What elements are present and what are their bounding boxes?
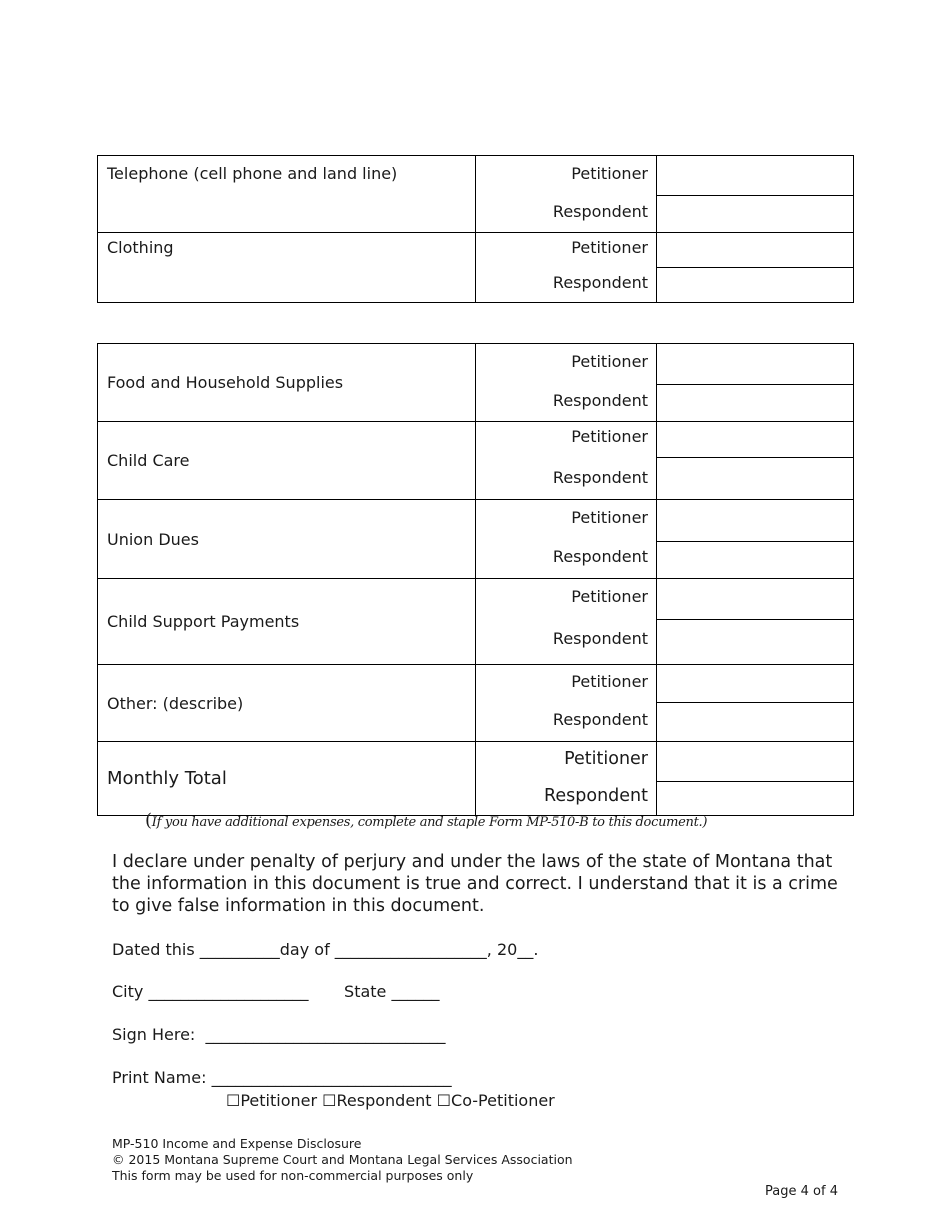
petitioner-amount-field[interactable] bbox=[657, 422, 853, 458]
petitioner-amount-field[interactable] bbox=[657, 344, 853, 385]
expense-label: Child Care bbox=[98, 422, 476, 500]
expense-label: Child Support Payments bbox=[98, 579, 476, 665]
checkbox-icon: ☐ bbox=[322, 1091, 337, 1110]
expense-label: Clothing bbox=[98, 233, 476, 303]
respondent-checkbox[interactable] bbox=[322, 1091, 431, 1110]
petitioner-label: Petitioner bbox=[571, 508, 648, 527]
expense-row-monthly-total bbox=[98, 742, 854, 816]
expense-label: Food and Household Supplies bbox=[98, 344, 476, 422]
petitioner-amount-field[interactable] bbox=[657, 500, 853, 542]
checkbox-icon: ☐ bbox=[436, 1091, 452, 1110]
petitioner-label: Petitioner bbox=[571, 672, 648, 691]
form-name: MP-510 Income and Expense Disclosure bbox=[112, 1136, 362, 1151]
expense-row-other bbox=[98, 665, 854, 742]
checkbox-label: Petitioner bbox=[240, 1091, 318, 1110]
expense-table-2 bbox=[97, 343, 854, 816]
city-state-line[interactable]: City ____________________ State ______ bbox=[112, 982, 440, 1001]
co-petitioner-checkbox[interactable] bbox=[437, 1091, 555, 1110]
print-name-line[interactable]: Print Name: ______________________________ bbox=[112, 1068, 452, 1087]
respondent-label: Respondent bbox=[552, 629, 648, 648]
respondent-label: Respondent bbox=[552, 391, 648, 410]
expense-label: Monthly Total bbox=[98, 742, 476, 816]
expense-row-child-support bbox=[98, 579, 854, 665]
copyright: © 2015 Montana Supreme Court and Montana Legal Services Association bbox=[112, 1152, 573, 1167]
respondent-amount-field[interactable] bbox=[657, 620, 853, 664]
petitioner-label: Petitioner bbox=[571, 238, 648, 257]
respondent-label: Respondent bbox=[552, 202, 648, 221]
respondent-amount-field[interactable] bbox=[657, 268, 853, 302]
usage-notice: This form may be used for non-commercial purposes only bbox=[112, 1168, 474, 1183]
expense-row-telephone bbox=[98, 156, 854, 233]
additional-expenses-note bbox=[145, 810, 707, 831]
respondent-amount-field[interactable] bbox=[657, 542, 853, 578]
petitioner-label: Petitioner bbox=[571, 427, 648, 446]
respondent-amount-field[interactable] bbox=[657, 703, 853, 741]
expense-label: Telephone (cell phone and land line) bbox=[98, 156, 476, 233]
sign-here-line[interactable]: Sign Here: ______________________________ bbox=[112, 1025, 446, 1044]
note-open-paren: ( bbox=[145, 810, 152, 831]
checkbox-label: Co-Petitioner bbox=[451, 1091, 555, 1110]
respondent-label: Respondent bbox=[552, 710, 648, 729]
expense-row-clothing bbox=[98, 233, 854, 303]
petitioner-amount-field[interactable] bbox=[657, 579, 853, 620]
expense-label: Union Dues bbox=[98, 500, 476, 579]
respondent-amount-field[interactable] bbox=[657, 196, 853, 232]
expense-row-food bbox=[98, 344, 854, 422]
petitioner-amount-field[interactable] bbox=[657, 233, 853, 268]
petitioner-amount-field[interactable] bbox=[657, 156, 853, 196]
expense-table-1 bbox=[97, 155, 854, 303]
page-number: Page 4 of 4 bbox=[765, 1184, 838, 1199]
petitioner-label: Petitioner bbox=[564, 749, 648, 769]
expense-row-child-care bbox=[98, 422, 854, 500]
dated-line[interactable]: Dated this __________day of ___________________, 20__. bbox=[112, 940, 539, 959]
checkbox-label: Respondent bbox=[336, 1091, 432, 1110]
checkbox-icon: ☐ bbox=[226, 1091, 241, 1110]
perjury-declaration: I declare under penalty of perjury and under the laws of the state of Montana that the information in this document is true and correct. I understand that it is a crime to give false information in this document. bbox=[112, 852, 838, 916]
expense-row-union-dues bbox=[98, 500, 854, 579]
respondent-label: Respondent bbox=[552, 468, 648, 487]
expense-label: Other: (describe) bbox=[98, 665, 476, 742]
respondent-amount-field[interactable] bbox=[657, 385, 853, 421]
respondent-amount-field[interactable] bbox=[657, 458, 853, 499]
petitioner-amount-field[interactable] bbox=[657, 742, 853, 782]
note-text: If you have additional expenses, complete and staple Form MP-510-B to this document.) bbox=[151, 815, 708, 830]
party-checkboxes bbox=[226, 1091, 555, 1110]
respondent-label: Respondent bbox=[552, 273, 648, 292]
petitioner-label: Petitioner bbox=[571, 587, 648, 606]
petitioner-checkbox[interactable] bbox=[226, 1091, 317, 1110]
petitioner-label: Petitioner bbox=[571, 352, 648, 371]
respondent-label: Respondent bbox=[544, 786, 648, 806]
respondent-label: Respondent bbox=[552, 547, 648, 566]
petitioner-amount-field[interactable] bbox=[657, 665, 853, 703]
petitioner-label: Petitioner bbox=[571, 164, 648, 183]
footer bbox=[112, 1136, 573, 1184]
